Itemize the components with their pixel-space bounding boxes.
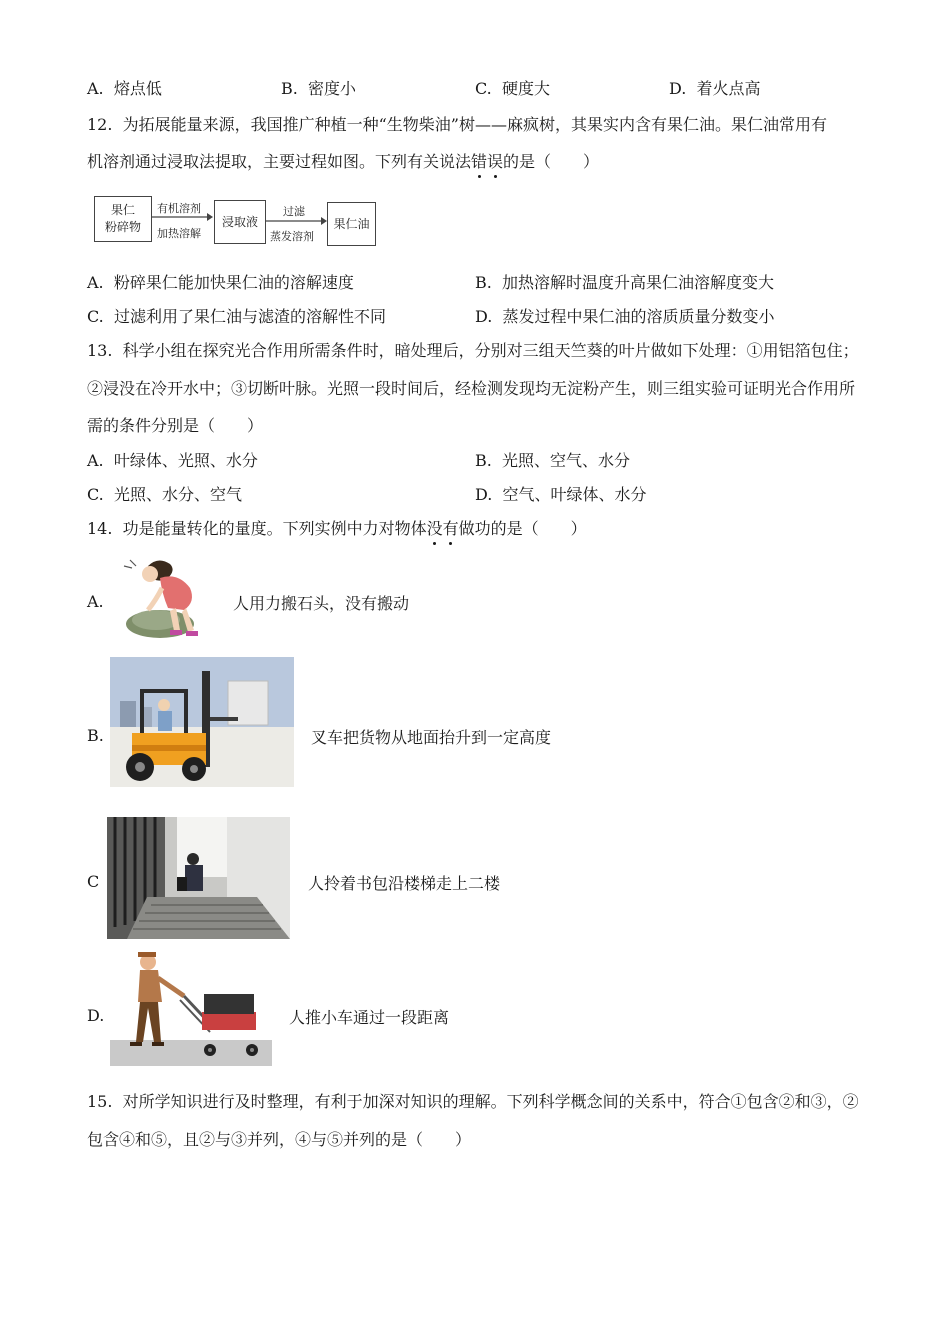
q14-stem <box>87 516 587 539</box>
option-letter: B. <box>475 273 492 292</box>
option-letter: A. <box>87 273 104 292</box>
q15-stem-line2: 包含④和⑤，且②与③并列，④与⑤并列的是（ ） <box>87 1130 472 1149</box>
emphasis-char: 没 <box>427 516 443 539</box>
option-text: 密度小 <box>308 79 357 98</box>
option-text: 光照、空气、水分 <box>502 451 631 470</box>
flow-box-label: 浸取液 <box>221 214 258 229</box>
flow-box-label: 果仁油 <box>333 216 370 231</box>
flow-box-kernel <box>94 196 152 242</box>
option-letter: A. <box>87 451 104 470</box>
option-letter: A. <box>87 79 104 98</box>
flow-box-oil <box>327 202 376 246</box>
question-number: 14. <box>87 519 113 538</box>
q12-stem-line2 <box>87 149 599 172</box>
question-number: 12. <box>87 115 113 134</box>
option-text: 叶绿体、光照、水分 <box>113 451 258 470</box>
q12-option-d[interactable] <box>475 304 775 327</box>
option-text: 人推小车通过一段距离 <box>289 1008 450 1027</box>
option-letter: B. <box>475 451 492 470</box>
option-text: 粉碎果仁能加快果仁油的溶解速度 <box>113 273 354 292</box>
q11-option-d[interactable] <box>669 76 761 99</box>
option-letter: C. <box>87 485 104 504</box>
stem-text: 做功的是（ ） <box>458 519 587 538</box>
option-letter: C <box>87 872 100 891</box>
q11-option-a[interactable] <box>87 76 162 99</box>
option-text: 人用力搬石头，没有搬动 <box>233 594 410 613</box>
option-letter: D. <box>669 79 687 98</box>
option-text: 熔点低 <box>113 79 162 98</box>
option-letter: C. <box>475 79 492 98</box>
stairs-picture <box>107 817 290 939</box>
question-number: 15. <box>87 1092 113 1111</box>
option-letter: D. <box>475 485 493 504</box>
stem-text: 科学小组在探究光合作用所需条件时，暗处理后，分别对三组天竺葵的叶片做如下处理：①用铝箔包住； <box>122 341 859 360</box>
flow-box-label: 粉碎物 <box>104 220 141 234</box>
arrow-label-top: 有机溶剂 <box>157 202 201 215</box>
q11-option-c[interactable] <box>475 76 550 99</box>
emphasis-char: 错 <box>471 149 487 172</box>
option-letter: B. <box>87 726 104 745</box>
q13-option-a[interactable] <box>87 448 258 471</box>
option-text: 叉车把货物从地面抬升到一定高度 <box>311 728 552 747</box>
stem-text: 的是（ ） <box>503 152 600 171</box>
option-text: 蒸发过程中果仁油的溶质质量分数变小 <box>502 307 775 326</box>
option-text: 人拎着书包沿楼梯走上二楼 <box>308 874 501 893</box>
option-letter: D. <box>475 307 493 326</box>
question-number: 13. <box>87 341 113 360</box>
option-text: 硬度大 <box>501 79 550 98</box>
man-pushing-cart-picture <box>110 948 272 1066</box>
option-letter: B. <box>281 79 298 98</box>
arrow-label-bottom: 蒸发溶剂 <box>270 230 314 243</box>
arrow-label-bottom: 加热溶解 <box>157 227 201 240</box>
emphasis-char: 误 <box>487 149 503 172</box>
flow-arrow-2 <box>266 216 328 226</box>
q12-option-c[interactable] <box>87 304 386 327</box>
q13-stem-line3: 需的条件分别是（ ） <box>87 416 264 435</box>
stem-text: 对所学知识进行及时整理，有利于加深对知识的理解。下列科学概念间的关系中，符合①包含②和③，② <box>122 1092 859 1111</box>
q13-option-b[interactable] <box>475 448 630 471</box>
flow-box-label: 果仁 <box>110 203 135 217</box>
q13-option-d[interactable] <box>475 482 647 505</box>
option-text: 空气、叶绿体、水分 <box>502 485 647 504</box>
q15-stem-line1 <box>87 1089 859 1112</box>
q12-option-b[interactable] <box>475 270 774 293</box>
q11-option-b[interactable] <box>281 76 356 99</box>
option-text: 加热溶解时温度升高果仁油溶解度变大 <box>502 273 775 292</box>
q13-option-c[interactable] <box>87 482 242 505</box>
woman-lifting-stone-picture <box>110 552 216 640</box>
stem-text: 机溶剂通过浸取法提取，主要过程如图。下列有关说法 <box>87 152 472 171</box>
q13-stem-line2: ②浸没在冷开水中；③切断叶脉。光照一段时间后，经检测发现均无淀粉产生，则三组实验可证明光合作用所 <box>87 379 856 398</box>
arrow-label-top: 过滤 <box>283 205 305 218</box>
option-text: 过滤利用了果仁油与滤渣的溶解性不同 <box>113 307 386 326</box>
q12-option-a[interactable] <box>87 270 354 293</box>
option-letter: C. <box>87 307 104 326</box>
stem-text: 为拓展能量来源，我国推广种植一种“生物柴油”树——麻疯树，其果实内含有果仁油。果仁油常用有 <box>122 115 827 134</box>
flow-arrow-1 <box>152 212 214 222</box>
option-letter: D. <box>87 1006 105 1025</box>
flow-box-extract <box>214 200 266 244</box>
q12-stem-line1 <box>87 112 827 135</box>
option-letter: A. <box>87 592 104 611</box>
q13-stem-line1 <box>87 338 859 361</box>
option-text: 光照、水分、空气 <box>113 485 242 504</box>
emphasis-char: 有 <box>443 516 459 539</box>
option-text: 着火点高 <box>696 79 761 98</box>
forklift-picture <box>110 657 294 787</box>
stem-text: 功是能量转化的量度。下列实例中力对物体 <box>122 519 427 538</box>
